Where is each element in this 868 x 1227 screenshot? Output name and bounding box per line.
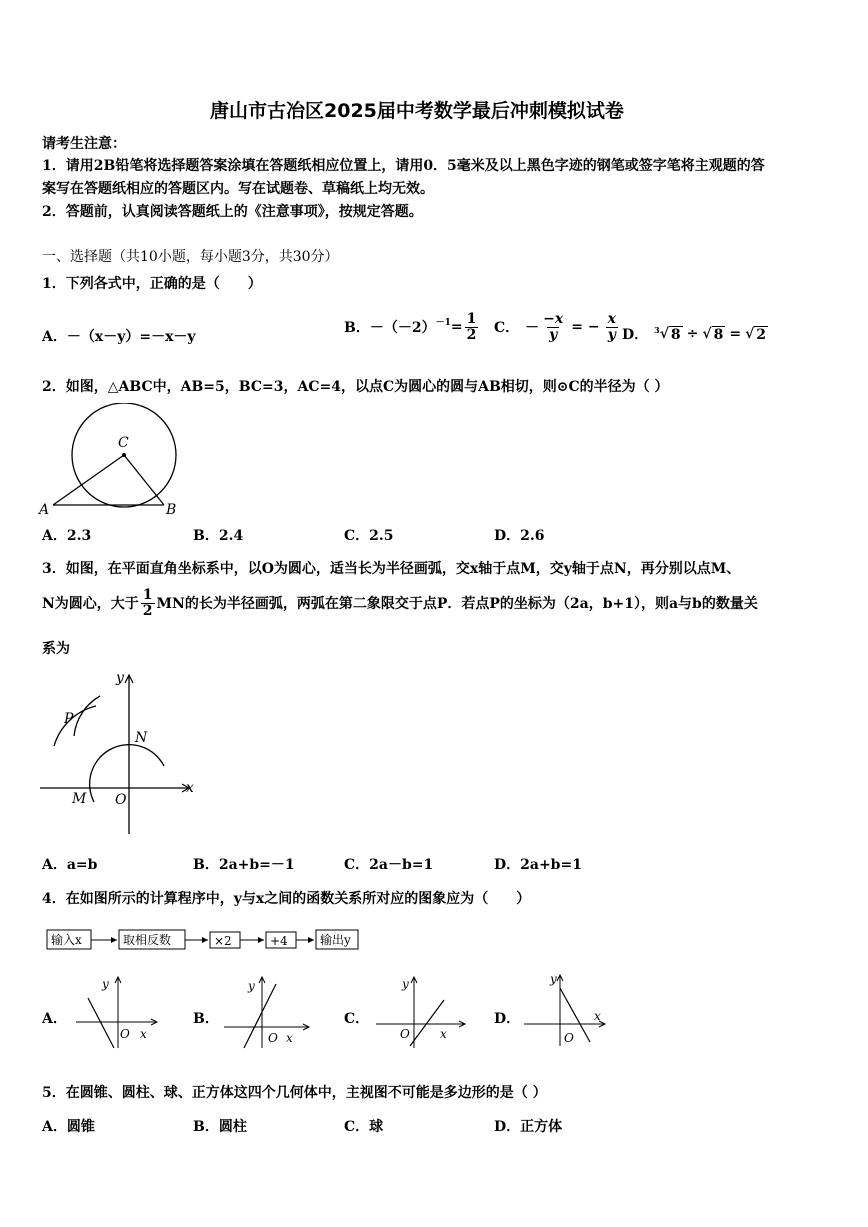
q3-option-a: A．a=b bbox=[42, 857, 98, 873]
q5-option-b: B．圆柱 bbox=[193, 1119, 247, 1135]
q3-arc-center-o bbox=[90, 745, 164, 802]
q2-option-c: C．2.5 bbox=[344, 528, 394, 544]
q1-stem: 1．下列各式中，正确的是（ ） bbox=[42, 276, 262, 292]
q4-a-label-o: O bbox=[120, 1027, 130, 1041]
q4-graph-b bbox=[222, 970, 312, 1050]
q3-line-1: 3．如图，在平面直角坐标系中，以O为圆心，适当长为半径画弧，交x轴于点M，交y轴于点N，再分别以点M、 bbox=[42, 561, 741, 577]
q4-option-d: D． bbox=[494, 1011, 521, 1027]
flow-text-plus4: +4 bbox=[270, 934, 288, 948]
q1-d-expr1: 8 bbox=[670, 326, 681, 343]
q2-option-d: D．2.6 bbox=[494, 528, 545, 544]
q4-a-label-y: y bbox=[102, 977, 109, 991]
q2-side-ac bbox=[53, 455, 124, 505]
q1-d-expr2: 8 bbox=[713, 326, 724, 343]
flow-text-output: 输出y bbox=[320, 933, 351, 947]
q4-option-c: C． bbox=[344, 1011, 370, 1027]
q4-option-b: B． bbox=[193, 1011, 219, 1027]
q1-c-eq: = − bbox=[571, 319, 600, 336]
q4-graph-a bbox=[74, 970, 160, 1050]
q4-c-label-y: y bbox=[402, 977, 409, 991]
q4-c-label-x: x bbox=[440, 1027, 447, 1041]
q3-option-d: D．2a+b=1 bbox=[494, 857, 582, 873]
q1-c-fraction-1 bbox=[541, 312, 565, 342]
q4-graph-c bbox=[374, 970, 468, 1050]
q1-option-a: A．－（x－y）=－x－y bbox=[42, 329, 196, 345]
flow-text-input: 输入x bbox=[51, 933, 82, 947]
q5-stem: 5．在圆锥、圆柱、球、正方体这四个几何体中，主视图不可能是多边形的是（ ） bbox=[42, 1085, 547, 1101]
q5-option-a: A．圆锥 bbox=[42, 1119, 95, 1135]
q4-d-label-o: O bbox=[564, 1031, 574, 1045]
q1-d-div: ÷ bbox=[686, 326, 699, 342]
q2-side-bc bbox=[124, 455, 164, 505]
q3-line-3: 系为 bbox=[42, 641, 70, 657]
q3-line-2-pre: N为圆心，大于 bbox=[42, 596, 139, 613]
q2-stem: 2．如图，△ABC中，AB=5，BC=3，AC=4，以点C为圆心的圆与AB相切，则⊙C的半径为（ ） bbox=[42, 379, 669, 395]
q4-a-label-x: x bbox=[140, 1027, 147, 1041]
q3-figure bbox=[38, 666, 198, 838]
q3-arc-from-m bbox=[74, 696, 100, 736]
q1-b-prefix: B．－（－2） bbox=[344, 320, 436, 337]
q1-c-num2: x bbox=[607, 311, 616, 327]
notice-line-3: 2．答题前，认真阅读答题纸上的《注意事项》，按规定答题。 bbox=[42, 204, 423, 220]
q1-b-fraction bbox=[465, 312, 479, 342]
notice-line-2: 案写在答题纸相应的答题区内。写在试题卷、草稿纸上均无效。 bbox=[42, 181, 434, 197]
q1-d-expr3: 2 bbox=[756, 326, 767, 343]
q2-label-b: B bbox=[166, 502, 177, 518]
q2-option-a: A．2.3 bbox=[42, 528, 92, 544]
q4-option-a: A． bbox=[42, 1011, 67, 1027]
q4-b-label-y: y bbox=[248, 979, 255, 993]
q2-option-b: B．2.4 bbox=[193, 528, 244, 544]
flow-text-negate: 取相反数 bbox=[123, 933, 172, 947]
q1-option-c bbox=[494, 312, 620, 342]
q1-c-label: C． bbox=[494, 320, 520, 337]
q1-d-label: D． bbox=[622, 327, 649, 343]
q4-c-label-o: O bbox=[400, 1027, 410, 1041]
q3-line-2 bbox=[42, 588, 758, 618]
q1-b-num: 1 bbox=[466, 311, 477, 327]
q3-frac-den: 2 bbox=[142, 602, 153, 619]
q4-b-label-x: x bbox=[286, 1031, 293, 1045]
q4-b-label-o: O bbox=[268, 1031, 278, 1045]
q5-option-d: D．正方体 bbox=[494, 1119, 563, 1135]
q1-option-d: D． $^3$ √ 8 ÷ √ 8 = √ 2 bbox=[622, 325, 767, 343]
q3-label-n: N bbox=[135, 730, 148, 746]
q1-c-den1: y bbox=[549, 326, 558, 343]
q2-center-dot bbox=[122, 453, 126, 457]
q1-b-eq: = bbox=[450, 319, 463, 336]
q3-label-p: P bbox=[64, 711, 74, 727]
flow-text-times2: ×2 bbox=[214, 934, 232, 948]
notice-heading: 请考生注意： bbox=[42, 136, 126, 152]
q4-stem: 4．在如图所示的计算程序中，y与x之间的函数关系所对应的图象应为（ ） bbox=[42, 891, 531, 907]
q4-flowchart bbox=[46, 927, 362, 953]
q4-d-label-x: x bbox=[594, 1009, 601, 1023]
q3-fraction bbox=[141, 588, 155, 618]
q3-label-x: x bbox=[186, 780, 194, 796]
q1-d-index: 3 bbox=[654, 325, 660, 335]
q3-option-b: B．2a+b=－1 bbox=[193, 857, 295, 873]
q2-figure bbox=[36, 403, 186, 518]
q4-graph-d bbox=[522, 966, 608, 1048]
q4-d-label-y: y bbox=[550, 972, 557, 986]
q5-option-c: C．球 bbox=[344, 1119, 384, 1135]
q3-label-m: M bbox=[72, 791, 87, 807]
q4-a-line bbox=[88, 998, 114, 1048]
q3-frac-num: 1 bbox=[142, 587, 153, 603]
q1-b-exp: －1 bbox=[435, 317, 451, 328]
q1-c-num1: −x bbox=[543, 311, 564, 327]
q1-c-sign: － bbox=[525, 320, 540, 337]
q3-line-2-post: MN的长为半径画弧，两弧在第二象限交于点P．若点P的坐标为（2a，b+1），则a与b的数量关 bbox=[156, 596, 758, 613]
notice-line-1: 1．请用2B铅笔将选择题答案涂填在答题纸相应位置上，请用0．5毫米及以上黑色字迹的钢笔或签字笔将主观题的答 bbox=[42, 158, 765, 174]
q3-label-o: O bbox=[115, 792, 127, 808]
q1-b-den: 2 bbox=[466, 326, 477, 343]
page-title: 唐山市古冶区2025届中考数学最后冲刺模拟试卷 bbox=[210, 100, 624, 122]
q2-label-c: C bbox=[118, 435, 129, 451]
q1-c-den2: y bbox=[607, 326, 616, 343]
q3-option-c: C．2a－b=1 bbox=[344, 857, 434, 873]
q2-label-a: A bbox=[39, 502, 50, 518]
q1-c-fraction-2 bbox=[606, 312, 618, 342]
q4-c-line bbox=[410, 1000, 444, 1046]
section-heading: 一、选择题（共10小题，每小题3分，共30分） bbox=[42, 249, 339, 265]
q1-d-eq: = bbox=[729, 326, 742, 342]
q3-label-y: y bbox=[116, 670, 124, 686]
q1-option-b bbox=[344, 312, 480, 342]
q3-arc-from-n bbox=[54, 706, 96, 746]
